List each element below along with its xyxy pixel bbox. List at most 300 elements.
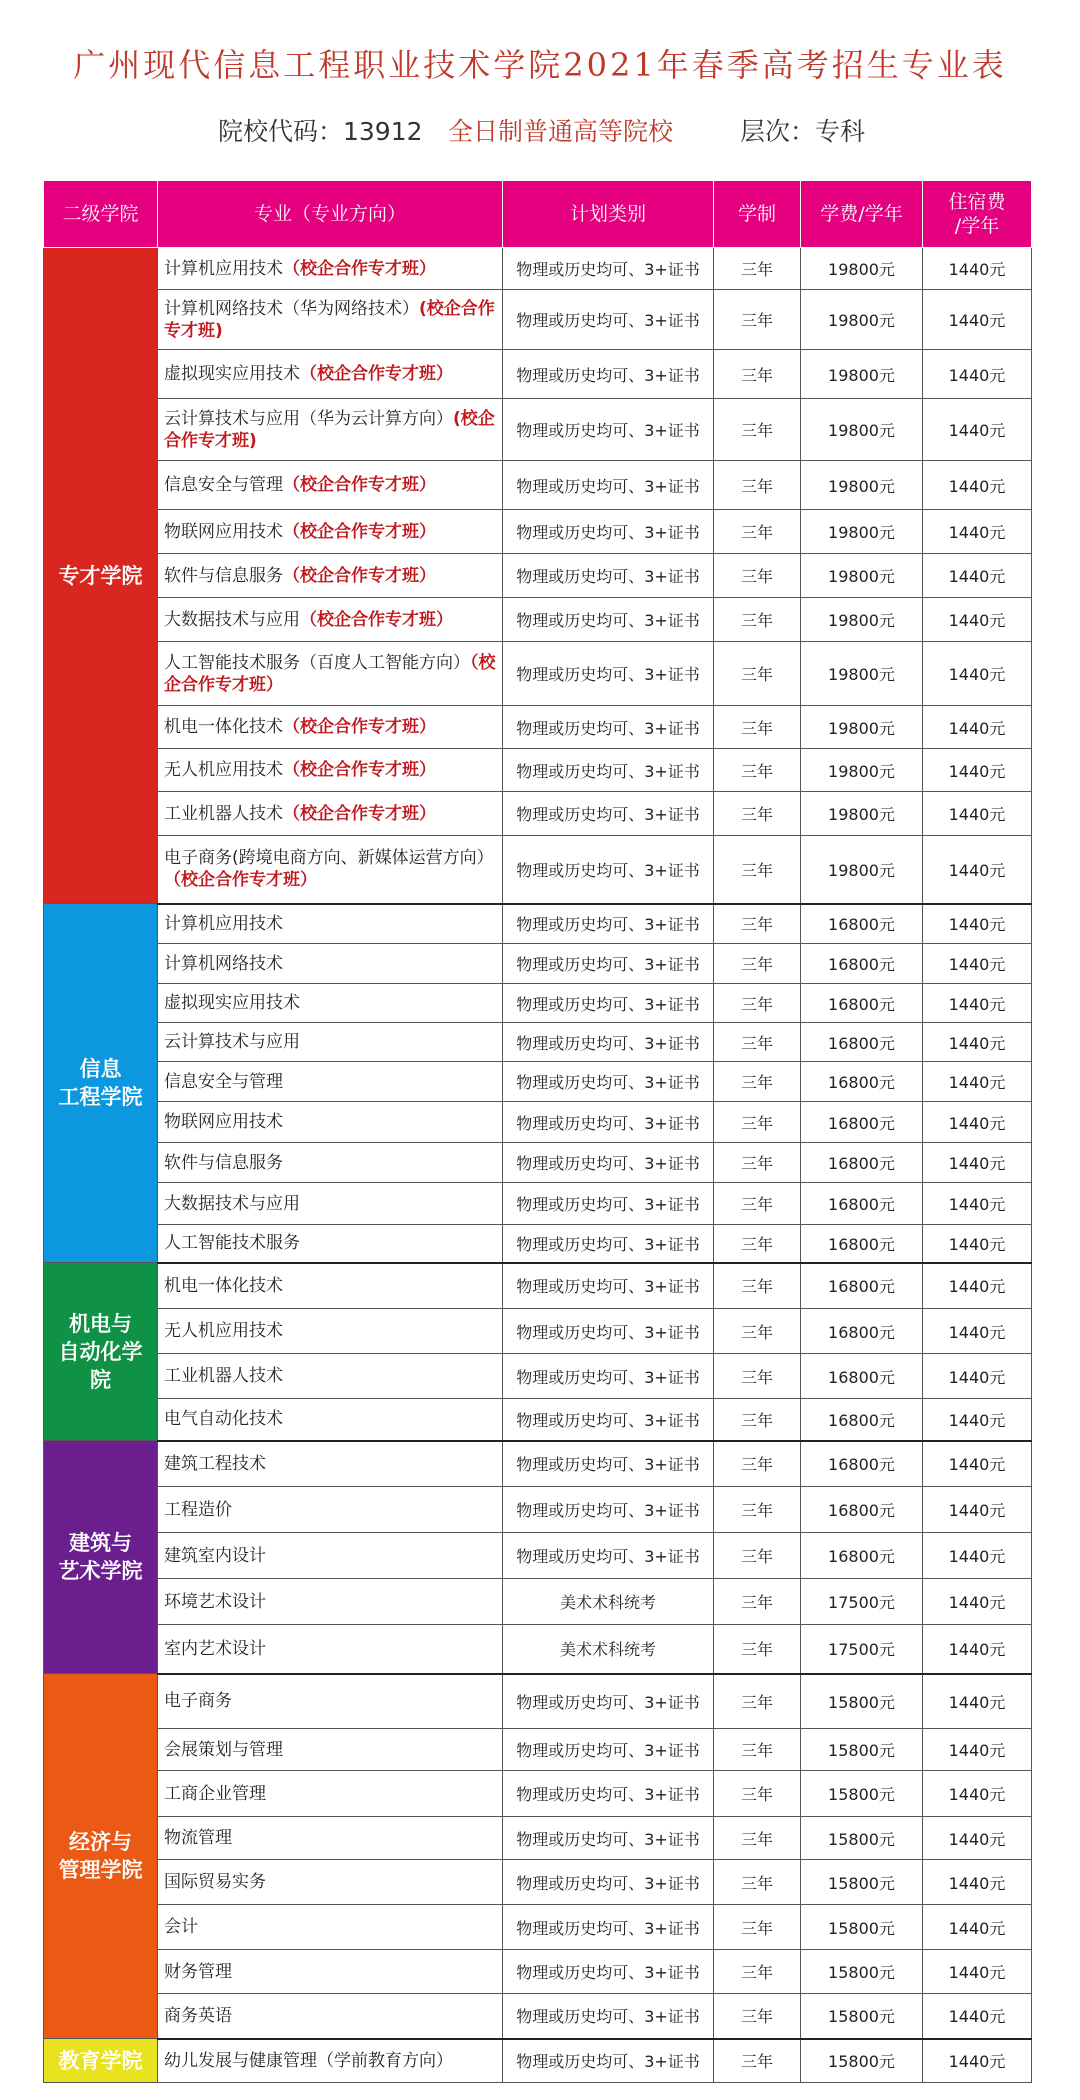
major-name: 虚拟现实应用技术 <box>164 993 300 1013</box>
major-name-cell <box>158 1860 503 1905</box>
major-name: 会展策划与管理 <box>164 1739 283 1760</box>
plan-category-cell: 物理或历史均可、3+证书 <box>503 1143 714 1183</box>
major-name: 软件与信息服务 <box>164 565 283 586</box>
dorm-fee-cell: 1440元 <box>923 290 1032 350</box>
table-row <box>44 598 1032 642</box>
tuition-cell: 15800元 <box>801 1994 923 2039</box>
dorm-fee-cell: 1440元 <box>923 1817 1032 1860</box>
dorm-fee-cell: 1440元 <box>923 554 1032 598</box>
tuition-cell: 19800元 <box>801 350 923 399</box>
header-duration: 学制 <box>714 181 801 248</box>
program-tag: （校企合作专才班） <box>300 364 453 384</box>
table-row <box>44 904 1032 944</box>
duration-cell: 三年 <box>714 642 801 706</box>
dorm-fee-cell: 1440元 <box>923 598 1032 642</box>
table-row <box>44 944 1032 984</box>
duration-cell: 三年 <box>714 1263 801 1309</box>
tuition-cell: 19800元 <box>801 836 923 904</box>
dorm-fee-cell: 1440元 <box>923 1771 1032 1817</box>
table-row <box>44 1771 1032 1817</box>
dorm-fee-cell: 1440元 <box>923 399 1032 461</box>
plan-category-cell: 物理或历史均可、3+证书 <box>503 1102 714 1143</box>
table-header-row <box>44 181 1032 248</box>
tuition-cell: 16800元 <box>801 1309 923 1354</box>
table-row <box>44 1102 1032 1143</box>
dorm-fee-cell: 1440元 <box>923 2039 1032 2083</box>
duration-cell: 三年 <box>714 1860 801 1905</box>
duration-cell: 三年 <box>714 290 801 350</box>
program-tag: (校企合作专才班) <box>164 408 495 451</box>
tuition-cell: 16800元 <box>801 1143 923 1183</box>
program-tag: （校企合作专才班） <box>283 565 436 586</box>
table-row <box>44 1487 1032 1533</box>
major-name-cell <box>158 836 503 904</box>
dorm-fee-cell: 1440元 <box>923 461 1032 510</box>
major-name: 物流管理 <box>164 1828 232 1848</box>
dorm-fee-cell: 1440元 <box>923 792 1032 836</box>
plan-category-cell: 物理或历史均可、3+证书 <box>503 1729 714 1771</box>
tuition-cell: 15800元 <box>801 2039 923 2083</box>
major-name-cell <box>158 1771 503 1817</box>
major-name-cell <box>158 1625 503 1674</box>
tuition-cell: 15800元 <box>801 1771 923 1817</box>
plan-category-cell: 物理或历史均可、3+证书 <box>503 554 714 598</box>
header-major: 专业（专业方向） <box>158 181 503 248</box>
table-row <box>44 1143 1032 1183</box>
tuition-cell: 19800元 <box>801 706 923 749</box>
major-name: 国际贸易实务 <box>164 1872 266 1892</box>
major-name-cell <box>158 1309 503 1354</box>
dorm-fee-cell: 1440元 <box>923 1905 1032 1950</box>
dorm-fee-cell: 1440元 <box>923 1579 1032 1625</box>
table-row <box>44 1062 1032 1102</box>
tuition-cell: 16800元 <box>801 1354 923 1399</box>
major-name: 电子商务(跨境电商方向、新媒体运营方向） <box>164 848 494 869</box>
dorm-fee-cell: 1440元 <box>923 1994 1032 2039</box>
table-row <box>44 1309 1032 1354</box>
header-fee: 学费/学年 <box>801 181 923 248</box>
major-name-cell <box>158 984 503 1023</box>
tuition-cell: 16800元 <box>801 1102 923 1143</box>
program-tag: （校企合作专才班） <box>164 870 317 891</box>
duration-cell: 三年 <box>714 554 801 598</box>
plan-category-cell: 物理或历史均可、3+证书 <box>503 706 714 749</box>
tuition-cell: 16800元 <box>801 1533 923 1579</box>
major-name: 财务管理 <box>164 1961 232 1982</box>
plan-category-cell: 物理或历史均可、3+证书 <box>503 1487 714 1533</box>
duration-cell: 三年 <box>714 1625 801 1674</box>
table-row <box>44 1994 1032 2039</box>
duration-cell: 三年 <box>714 1817 801 1860</box>
table-row <box>44 290 1032 350</box>
duration-cell: 三年 <box>714 1225 801 1263</box>
major-name: 物联网应用技术 <box>164 1112 283 1132</box>
major-name-cell <box>158 1225 503 1263</box>
tuition-cell: 16800元 <box>801 984 923 1023</box>
major-name-cell <box>158 792 503 836</box>
table-row <box>44 248 1032 290</box>
duration-cell: 三年 <box>714 1143 801 1183</box>
major-name: 人工智能技术服务 <box>164 1233 300 1254</box>
major-name-cell <box>158 1143 503 1183</box>
plan-category-cell: 物理或历史均可、3+证书 <box>503 1905 714 1950</box>
tuition-cell: 16800元 <box>801 1062 923 1102</box>
school-level: 层次：专科 <box>740 117 866 146</box>
major-name: 计算机应用技术 <box>164 258 283 279</box>
tuition-cell: 15800元 <box>801 1674 923 1729</box>
major-name: 工程造价 <box>164 1499 232 1520</box>
table-row <box>44 984 1032 1023</box>
major-name-cell <box>158 290 503 350</box>
dorm-fee-cell: 1440元 <box>923 706 1032 749</box>
table-row <box>44 2039 1032 2083</box>
major-name: 商务英语 <box>164 2005 232 2026</box>
table-body <box>44 248 1032 2083</box>
plan-category-cell: 物理或历史均可、3+证书 <box>503 1817 714 1860</box>
major-name-cell <box>158 1729 503 1771</box>
duration-cell: 三年 <box>714 510 801 554</box>
duration-cell: 三年 <box>714 1487 801 1533</box>
dorm-fee-cell: 1440元 <box>923 1143 1032 1183</box>
major-name: 建筑室内设计 <box>164 1545 266 1566</box>
plan-category-cell: 物理或历史均可、3+证书 <box>503 1771 714 1817</box>
major-name-cell <box>158 749 503 792</box>
duration-cell: 三年 <box>714 461 801 510</box>
dorm-fee-cell: 1440元 <box>923 1729 1032 1771</box>
major-name: 虚拟现实应用技术 <box>164 364 300 384</box>
tuition-cell: 19800元 <box>801 461 923 510</box>
duration-cell: 三年 <box>714 1023 801 1062</box>
major-name-cell <box>158 1023 503 1062</box>
duration-cell: 三年 <box>714 792 801 836</box>
major-name: 大数据技术与应用 <box>164 609 300 630</box>
major-name: 工业机器人技术 <box>164 1366 283 1386</box>
dorm-fee-cell: 1440元 <box>923 1860 1032 1905</box>
table-row <box>44 1817 1032 1860</box>
tuition-cell: 17500元 <box>801 1625 923 1674</box>
tuition-cell: 19800元 <box>801 642 923 706</box>
tuition-cell: 17500元 <box>801 1579 923 1625</box>
table-row <box>44 1729 1032 1771</box>
duration-cell: 三年 <box>714 749 801 792</box>
duration-cell: 三年 <box>714 399 801 461</box>
plan-category-cell: 物理或历史均可、3+证书 <box>503 1263 714 1309</box>
table-row <box>44 1533 1032 1579</box>
program-tag: （校企合作专才班） <box>300 609 453 630</box>
dorm-fee-cell: 1440元 <box>923 1487 1032 1533</box>
duration-cell: 三年 <box>714 1183 801 1225</box>
major-name-cell <box>158 944 503 984</box>
tuition-cell: 15800元 <box>801 1905 923 1950</box>
header-dorm: 住宿费 /学年 <box>923 181 1032 248</box>
plan-category-cell: 物理或历史均可、3+证书 <box>503 1674 714 1729</box>
plan-category-cell: 物理或历史均可、3+证书 <box>503 598 714 642</box>
tuition-cell: 19800元 <box>801 290 923 350</box>
tuition-cell: 16800元 <box>801 1399 923 1441</box>
duration-cell: 三年 <box>714 1579 801 1625</box>
table-row <box>44 510 1032 554</box>
plan-category-cell: 物理或历史均可、3+证书 <box>503 1441 714 1487</box>
duration-cell: 三年 <box>714 1994 801 2039</box>
program-tag: （校企合作专才班） <box>283 760 436 780</box>
major-name-cell <box>158 1354 503 1399</box>
dorm-fee-cell: 1440元 <box>923 984 1032 1023</box>
plan-category-cell: 物理或历史均可、3+证书 <box>503 1399 714 1441</box>
table-row <box>44 1950 1032 1994</box>
table-row <box>44 642 1032 706</box>
plan-category-cell: 物理或历史均可、3+证书 <box>503 1023 714 1062</box>
major-name: 信息安全与管理 <box>164 475 283 495</box>
tuition-cell: 19800元 <box>801 510 923 554</box>
tuition-cell: 19800元 <box>801 792 923 836</box>
plan-category-cell: 物理或历史均可、3+证书 <box>503 904 714 944</box>
major-name: 云计算技术与应用（华为云计算方向） <box>164 408 453 429</box>
duration-cell: 三年 <box>714 1354 801 1399</box>
dorm-fee-cell: 1440元 <box>923 350 1032 399</box>
major-name-cell <box>158 1487 503 1533</box>
duration-cell: 三年 <box>714 706 801 749</box>
plan-category-cell: 物理或历史均可、3+证书 <box>503 1354 714 1399</box>
table-row <box>44 1399 1032 1441</box>
program-tag: （校企合作专才班） <box>283 803 436 824</box>
table-row <box>44 749 1032 792</box>
major-name: 信息安全与管理 <box>164 1071 283 1092</box>
major-name: 会计 <box>164 1917 198 1937</box>
duration-cell: 三年 <box>714 2039 801 2083</box>
major-name: 计算机网络技术 <box>164 953 283 974</box>
dorm-fee-cell: 1440元 <box>923 1263 1032 1309</box>
tuition-cell: 16800元 <box>801 1183 923 1225</box>
plan-category-cell: 物理或历史均可、3+证书 <box>503 350 714 399</box>
plan-category-cell: 物理或历史均可、3+证书 <box>503 1533 714 1579</box>
program-tag: （校企合作专才班） <box>283 717 436 737</box>
plan-category-cell: 美术术科统考 <box>503 1625 714 1674</box>
college-cell: 专才学院 <box>44 248 158 904</box>
major-name-cell <box>158 1579 503 1625</box>
dorm-fee-cell: 1440元 <box>923 510 1032 554</box>
school-type: 全日制普通高等院校 <box>448 117 674 146</box>
header-plan: 计划类别 <box>503 181 714 248</box>
program-tag: （校企合作专才班） <box>283 258 436 279</box>
college-cell: 信息 工程学院 <box>44 904 158 1263</box>
major-name-cell <box>158 642 503 706</box>
major-name-cell <box>158 598 503 642</box>
plan-category-cell: 美术术科统考 <box>503 1579 714 1625</box>
dorm-fee-cell: 1440元 <box>923 1309 1032 1354</box>
table-row <box>44 836 1032 904</box>
majors-table <box>43 180 1032 2083</box>
major-name: 机电一体化技术 <box>164 1275 283 1296</box>
plan-category-cell: 物理或历史均可、3+证书 <box>503 2039 714 2083</box>
tuition-cell: 16800元 <box>801 1263 923 1309</box>
tuition-cell: 15800元 <box>801 1950 923 1994</box>
duration-cell: 三年 <box>714 1399 801 1441</box>
major-name-cell <box>158 350 503 399</box>
major-name-cell <box>158 1905 503 1950</box>
major-name-cell <box>158 1102 503 1143</box>
plan-category-cell: 物理或历史均可、3+证书 <box>503 642 714 706</box>
tuition-cell: 16800元 <box>801 1225 923 1263</box>
table-row <box>44 1354 1032 1399</box>
table-row <box>44 461 1032 510</box>
duration-cell: 三年 <box>714 1062 801 1102</box>
program-tag: （校企合作专才班） <box>164 652 496 695</box>
tuition-cell: 15800元 <box>801 1729 923 1771</box>
dorm-fee-cell: 1440元 <box>923 642 1032 706</box>
major-name: 幼儿发展与健康管理（学前教育方向） <box>164 2050 453 2071</box>
major-name-cell <box>158 2039 503 2083</box>
dorm-fee-cell: 1440元 <box>923 1441 1032 1487</box>
plan-category-cell: 物理或历史均可、3+证书 <box>503 792 714 836</box>
dorm-fee-cell: 1440元 <box>923 1533 1032 1579</box>
dorm-fee-cell: 1440元 <box>923 1023 1032 1062</box>
duration-cell: 三年 <box>714 1674 801 1729</box>
plan-category-cell: 物理或历史均可、3+证书 <box>503 1950 714 1994</box>
table-row <box>44 1860 1032 1905</box>
plan-category-cell: 物理或历史均可、3+证书 <box>503 1183 714 1225</box>
duration-cell: 三年 <box>714 1771 801 1817</box>
major-name-cell <box>158 461 503 510</box>
major-name-cell <box>158 248 503 290</box>
college-cell: 机电与 自动化学院 <box>44 1263 158 1441</box>
table-row <box>44 1674 1032 1729</box>
major-name: 计算机应用技术 <box>164 913 283 934</box>
dorm-fee-cell: 1440元 <box>923 248 1032 290</box>
plan-category-cell: 物理或历史均可、3+证书 <box>503 510 714 554</box>
dorm-fee-cell: 1440元 <box>923 944 1032 984</box>
major-name: 物联网应用技术 <box>164 521 283 542</box>
table-row <box>44 1225 1032 1263</box>
dorm-fee-cell: 1440元 <box>923 1625 1032 1674</box>
major-name-cell <box>158 1950 503 1994</box>
duration-cell: 三年 <box>714 598 801 642</box>
dorm-fee-cell: 1440元 <box>923 1102 1032 1143</box>
college-cell: 经济与 管理学院 <box>44 1674 158 2039</box>
major-name-cell <box>158 1441 503 1487</box>
duration-cell: 三年 <box>714 904 801 944</box>
major-name-cell <box>158 1533 503 1579</box>
major-name: 云计算技术与应用 <box>164 1032 300 1052</box>
tuition-cell: 16800元 <box>801 1487 923 1533</box>
duration-cell: 三年 <box>714 1309 801 1354</box>
plan-category-cell: 物理或历史均可、3+证书 <box>503 1309 714 1354</box>
major-name: 计算机网络技术（华为网络技术） <box>164 298 419 319</box>
duration-cell: 三年 <box>714 944 801 984</box>
duration-cell: 三年 <box>714 1950 801 1994</box>
dorm-fee-cell: 1440元 <box>923 1399 1032 1441</box>
tuition-cell: 19800元 <box>801 399 923 461</box>
major-name-cell <box>158 1674 503 1729</box>
major-name: 工业机器人技术 <box>164 803 283 824</box>
college-cell: 建筑与 艺术学院 <box>44 1441 158 1674</box>
table-row <box>44 1183 1032 1225</box>
duration-cell: 三年 <box>714 1905 801 1950</box>
tuition-cell: 16800元 <box>801 1023 923 1062</box>
major-name-cell <box>158 904 503 944</box>
plan-category-cell: 物理或历史均可、3+证书 <box>503 1860 714 1905</box>
major-name: 电气自动化技术 <box>164 1409 283 1430</box>
dorm-fee-cell: 1440元 <box>923 1354 1032 1399</box>
major-name: 软件与信息服务 <box>164 1152 283 1173</box>
program-tag: （校企合作专才班） <box>283 475 436 495</box>
table-row <box>44 792 1032 836</box>
dorm-fee-cell: 1440元 <box>923 1183 1032 1225</box>
duration-cell: 三年 <box>714 1102 801 1143</box>
duration-cell: 三年 <box>714 1729 801 1771</box>
major-name-cell <box>158 1994 503 2039</box>
duration-cell: 三年 <box>714 1533 801 1579</box>
table-row <box>44 350 1032 399</box>
duration-cell: 三年 <box>714 248 801 290</box>
table-row <box>44 554 1032 598</box>
plan-category-cell: 物理或历史均可、3+证书 <box>503 461 714 510</box>
table-row <box>44 1625 1032 1674</box>
tuition-cell: 16800元 <box>801 1441 923 1487</box>
major-name-cell <box>158 1817 503 1860</box>
table-row <box>44 399 1032 461</box>
tuition-cell: 19800元 <box>801 749 923 792</box>
major-name: 室内艺术设计 <box>164 1638 266 1659</box>
plan-category-cell: 物理或历史均可、3+证书 <box>503 944 714 984</box>
major-name-cell <box>158 1183 503 1225</box>
plan-category-cell: 物理或历史均可、3+证书 <box>503 399 714 461</box>
tuition-cell: 16800元 <box>801 904 923 944</box>
major-name: 无人机应用技术 <box>164 1321 283 1341</box>
major-name-cell <box>158 554 503 598</box>
program-tag: (校企合作专才班) <box>164 298 495 341</box>
dorm-fee-cell: 1440元 <box>923 749 1032 792</box>
duration-cell: 三年 <box>714 836 801 904</box>
major-name: 大数据技术与应用 <box>164 1193 300 1214</box>
major-name-cell <box>158 510 503 554</box>
major-name: 工商企业管理 <box>164 1783 266 1804</box>
duration-cell: 三年 <box>714 984 801 1023</box>
dorm-fee-cell: 1440元 <box>923 836 1032 904</box>
tuition-cell: 19800元 <box>801 554 923 598</box>
plan-category-cell: 物理或历史均可、3+证书 <box>503 290 714 350</box>
duration-cell: 三年 <box>714 1441 801 1487</box>
college-cell: 教育学院 <box>44 2039 158 2083</box>
major-name-cell <box>158 1062 503 1102</box>
major-name-cell <box>158 1263 503 1309</box>
major-name: 无人机应用技术 <box>164 760 283 780</box>
page-title: 广州现代信息工程职业技术学院2021年春季高考招生专业表 <box>73 46 1007 84</box>
subtitle <box>0 112 1080 152</box>
plan-category-cell: 物理或历史均可、3+证书 <box>503 984 714 1023</box>
plan-category-cell: 物理或历史均可、3+证书 <box>503 749 714 792</box>
program-tag: （校企合作专才班） <box>283 521 436 542</box>
dorm-fee-cell: 1440元 <box>923 1674 1032 1729</box>
school-code: 院校代码：13912 <box>218 117 423 146</box>
table-row <box>44 1905 1032 1950</box>
major-name-cell <box>158 399 503 461</box>
tuition-cell: 19800元 <box>801 248 923 290</box>
tuition-cell: 15800元 <box>801 1817 923 1860</box>
table-row <box>44 1023 1032 1062</box>
table-row <box>44 1579 1032 1625</box>
plan-category-cell: 物理或历史均可、3+证书 <box>503 248 714 290</box>
dorm-fee-cell: 1440元 <box>923 1062 1032 1102</box>
dorm-fee-cell: 1440元 <box>923 1950 1032 1994</box>
header-college: 二级学院 <box>44 181 158 248</box>
major-name: 建筑工程技术 <box>164 1453 266 1474</box>
major-name-cell <box>158 706 503 749</box>
tuition-cell: 16800元 <box>801 944 923 984</box>
tuition-cell: 15800元 <box>801 1860 923 1905</box>
plan-category-cell: 物理或历史均可、3+证书 <box>503 1062 714 1102</box>
table-row <box>44 1263 1032 1309</box>
major-name: 环境艺术设计 <box>164 1591 266 1612</box>
